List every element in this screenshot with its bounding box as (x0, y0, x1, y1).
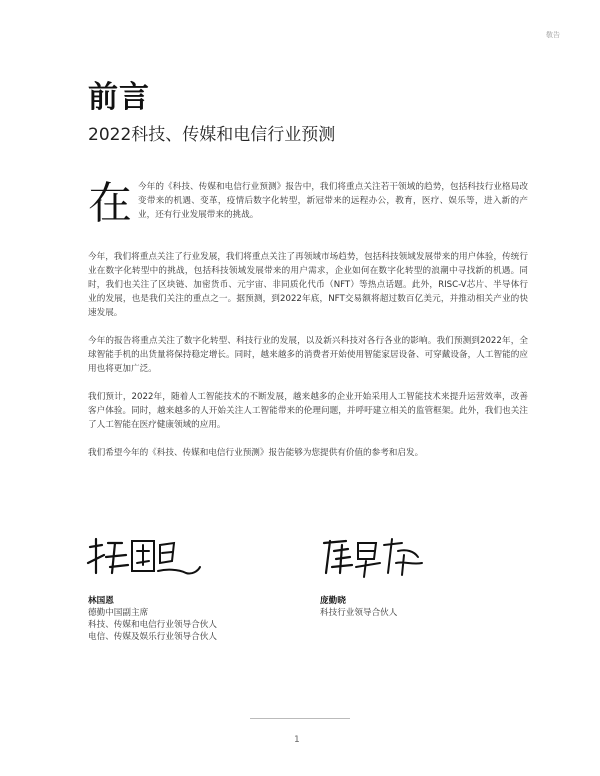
signatory-left-name: 林国恩 (88, 596, 114, 606)
signature-right-image (318, 533, 428, 583)
paragraph-5: 我们希望今年的《科技、传媒和电信行业预测》报告能够为您提供有价值的参考和启发。 (88, 448, 424, 458)
page-title: 前言 (88, 80, 150, 115)
page-number: 1 (294, 735, 300, 745)
signatory-left-role-2: 科技、传媒和电信行业领导合伙人 (88, 620, 217, 630)
signatory-right-role-1: 科技行业领导合伙人 (320, 608, 398, 618)
signatory-left (88, 595, 217, 643)
paragraph-2: 今年，我们将重点关注了行业发展，我们将重点关注了再领域市场趋势，包括科技领域发展带来的用户体验，传统行业在数字化转型中的挑战，包括科技领域发展带来的用户需求，企业如何在数字化转型的浪潮中寻找新的机遇。同时，我们也关注了区块链、加密货币、元宇宙、非同质化代币（NFT）等热点话题。此外，RISC-V芯片、半导体行业的发展，也是我们关注的重点之一。据预测，到2022年底，NFT交易额将超过数百亿美元，并推动相关产业的快速发展。 (88, 252, 528, 318)
signatory-right (320, 595, 397, 619)
page-subtitle: 2022科技、传媒和电信行业预测 (88, 125, 336, 145)
drop-cap: 在 (88, 178, 132, 229)
signatory-right-name: 庞勤晓 (320, 596, 346, 606)
header-corner-text: 敬告 (546, 31, 560, 39)
footer-divider (250, 718, 350, 719)
signatory-left-role-1: 德勤中国副主席 (88, 608, 149, 618)
signature-area (88, 525, 528, 645)
paragraph-1 (88, 180, 528, 236)
signature-left-image (82, 533, 202, 583)
body-text (88, 180, 528, 474)
paragraph-3: 今年的报告将重点关注了数字化转型、科技行业的发展，以及新兴科技对各行各业的影响。我们预测到2022年，全球智能手机的出货量将保持稳定增长。同时，越来越多的消费者开始使用智能家居设备、可穿戴设备，人工智能的应用也将更加广泛。 (88, 336, 528, 374)
paragraph-4: 我们预计，2022年，随着人工智能技术的不断发展，越来越多的企业开始采用人工智能技术来提升运营效率，改善客户体验。同时，越来越多的人开始关注人工智能带来的伦理问题，并呼吁建立相关的监管框架。此外，我们也关注了人工智能在医疗健康领域的应用。 (88, 392, 528, 430)
paragraph-1-text: 今年的《科技、传媒和电信行业预测》报告中，我们将重点关注若干领域的趋势，包括科技行业格局改变带来的机遇、变革，疫情后数字化转型，新冠带来的远程办公，教育，医疗、娱乐等，进入新的产业，还有行业发展带来的挑战。 (138, 182, 528, 220)
signatory-left-role-3: 电信、传媒及娱乐行业领导合伙人 (88, 632, 217, 642)
